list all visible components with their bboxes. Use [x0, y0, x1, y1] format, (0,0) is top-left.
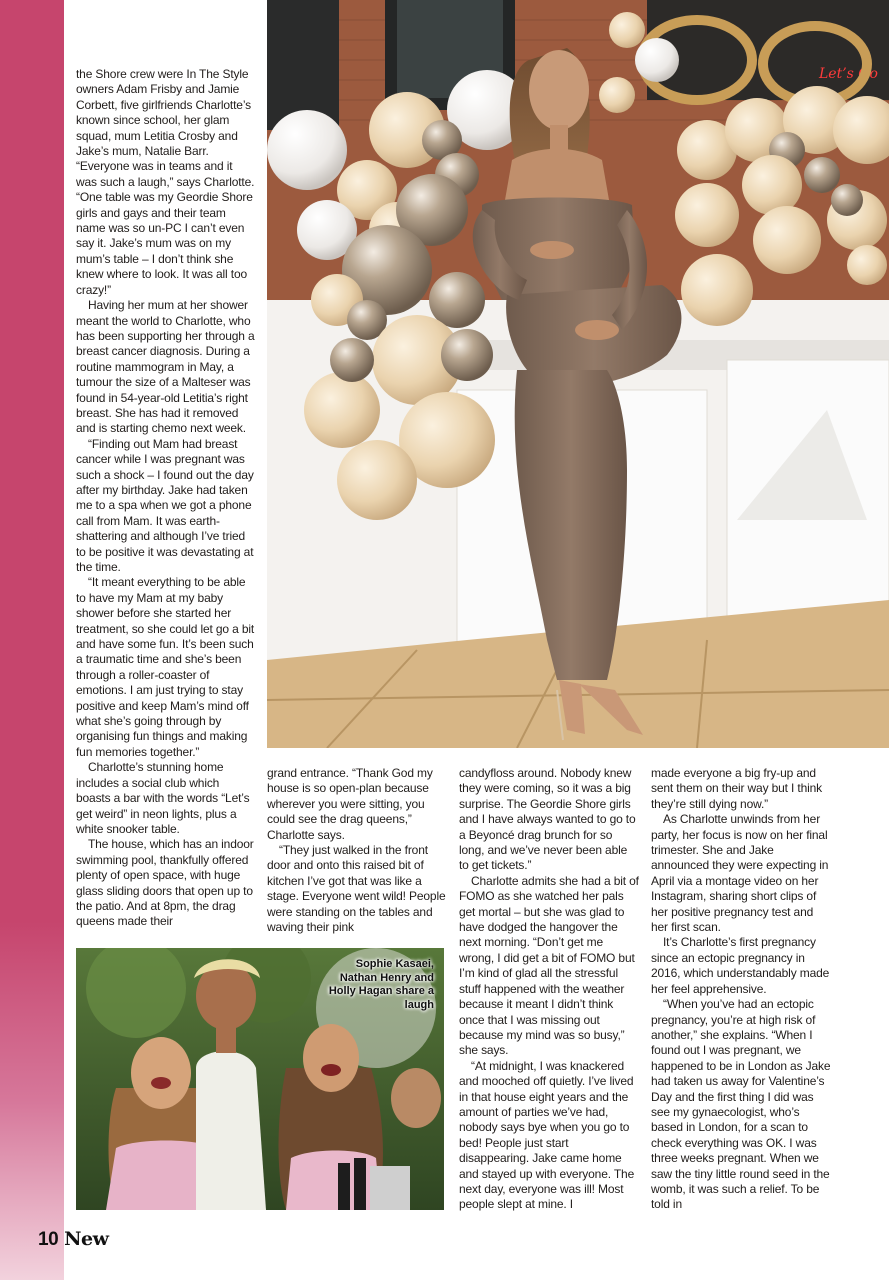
article-column-2	[267, 766, 447, 935]
paragraph: “At midnight, I was knackered and mooched off quietly. I’ve lived in that house eight years and the amount of parties we’ve had, nobody says bye when you go to bed! People just start disappearing. Jake came home and stayed up with everyone. The next day, everyone was ill! Most people slept at mine. I	[459, 1058, 635, 1212]
paragraph: the Shore crew were In The Style owners Adam Frisby and Jamie Corbett, five girlfriends Charlotte’s known since school, her glam squad, mum Letitia Crosby and Jake’s mum, Natalie Barr. “Everyone was in teams and it was such a laugh,” says Charlotte. “One table was my Geordie Shore girls and gays and their team name was so un-PC I can’t even say it. Jake’s mum was on my mum’s table – I don’t think she knew where to look. It was all too crazy!”	[76, 67, 255, 297]
paragraph: candyfloss around. Nobody knew they were coming, so it was a big surprise. The Geordie Shore girls and I have always wanted to go to a Beyoncé drag brunch for so long, and we’ve never been able to get tickets.”	[459, 766, 636, 873]
photo-caption: Sophie Kasaei, Nathan Henry and Holly Hagan share a laugh	[328, 958, 434, 1011]
inset-photo-friends-laughing	[76, 948, 444, 1210]
paragraph: Charlotte’s stunning home includes a social club which boasts a bar with the words “Let’s get weird” in neon lights, plus a white snooker table.	[76, 760, 250, 836]
paragraph: “It meant everything to be able to have my Mam at my baby shower before she started her treatment, so she could let go a bit and have some fun. It’s been such a traumatic time and she’s been through a roller-coaster of emotions. I am just trying to stay positive and keep Mam’s mind off what she’s going through by organising fun things and making fun memories together.”	[76, 575, 255, 759]
article-column-3	[459, 766, 639, 1213]
page-number: 10	[38, 1229, 59, 1250]
magenta-side-bar	[0, 0, 64, 1280]
paragraph: It’s Charlotte’s first pregnancy since an ectopic pregnancy in 2016, which understandably made her feel apprehensive.	[651, 935, 830, 996]
paragraph: The house, which has an indoor swimming pool, thankfully offered plenty of open space, with huge glass sliding doors that open up to the patio. And at 8pm, the drag queens made their	[76, 837, 254, 929]
paragraph: As Charlotte unwinds from her party, her focus is now on her final trimester. She and Jake announced they were expecting in April via a montage video on her Instagram, sharing short clips of her positive pregnancy test and her first scan.	[651, 812, 829, 935]
magazine-logo: New	[64, 1228, 109, 1250]
paragraph: grand entrance. “Thank God my house is so open-plan because wherever you were sitting, you could see the drag queens,” Charlotte says.	[267, 766, 433, 842]
article-column-4	[651, 766, 833, 1213]
paragraph: made everyone a big fry-up and sent them on their way but I think they’re still dying now.”	[651, 766, 822, 811]
article-column-1	[76, 67, 256, 930]
paragraph: “When you’ve had an ectopic pregnancy, you’re at high risk of another,” she explains. “When I found out I was pregnant, we happened to be in London as Jake had taken us away for Valentine’s Day and the first thing I did was see my gynaecologist, who’s based in London, for a scan to check everything was OK. I was three weeks pregnant. When we saw the tiny little round seed in the womb, it was such a relief. To be told in	[651, 997, 831, 1212]
page-folio	[38, 1228, 108, 1251]
paragraph: Having her mum at her shower meant the world to Charlotte, who has been supporting her through a breast cancer diagnosis. During a routine mammogram in May, a tumour the size of a Malteser was found in 54-year-old Letitia’s right breast. She has had it removed and is starting chemo next week.	[76, 298, 255, 436]
paragraph: Charlotte admits she had a bit of FOMO as she watched her pals get mortal – but she was glad to have dodged the hangover the next morning. “Don’t get me wrong, I did get a bit of FOMO but I’m kind of glad all the stressful stuff happened with the weather because it meant I didn’t think once that I was missing out because my mind was so busy,” she says.	[459, 873, 639, 1058]
hero-photo-charlotte-baby-shower	[267, 0, 889, 748]
paragraph: “Finding out Mam had breast cancer while I was pregnant was such a shock – I found out the day after my birthday. Jake had taken me to a spa when we got a phone call from Mam. It was earth-shattering and although I’ve tried to be positive it was devastating at the time.	[76, 436, 254, 574]
paragraph: “They just walked in the front door and onto this raised bit of kitchen I’ve got that was like a stage. Everyone went wild! People were standing on the tables and waving their pink	[267, 843, 446, 935]
neon-sign-text: Let’s Go	[819, 66, 878, 82]
